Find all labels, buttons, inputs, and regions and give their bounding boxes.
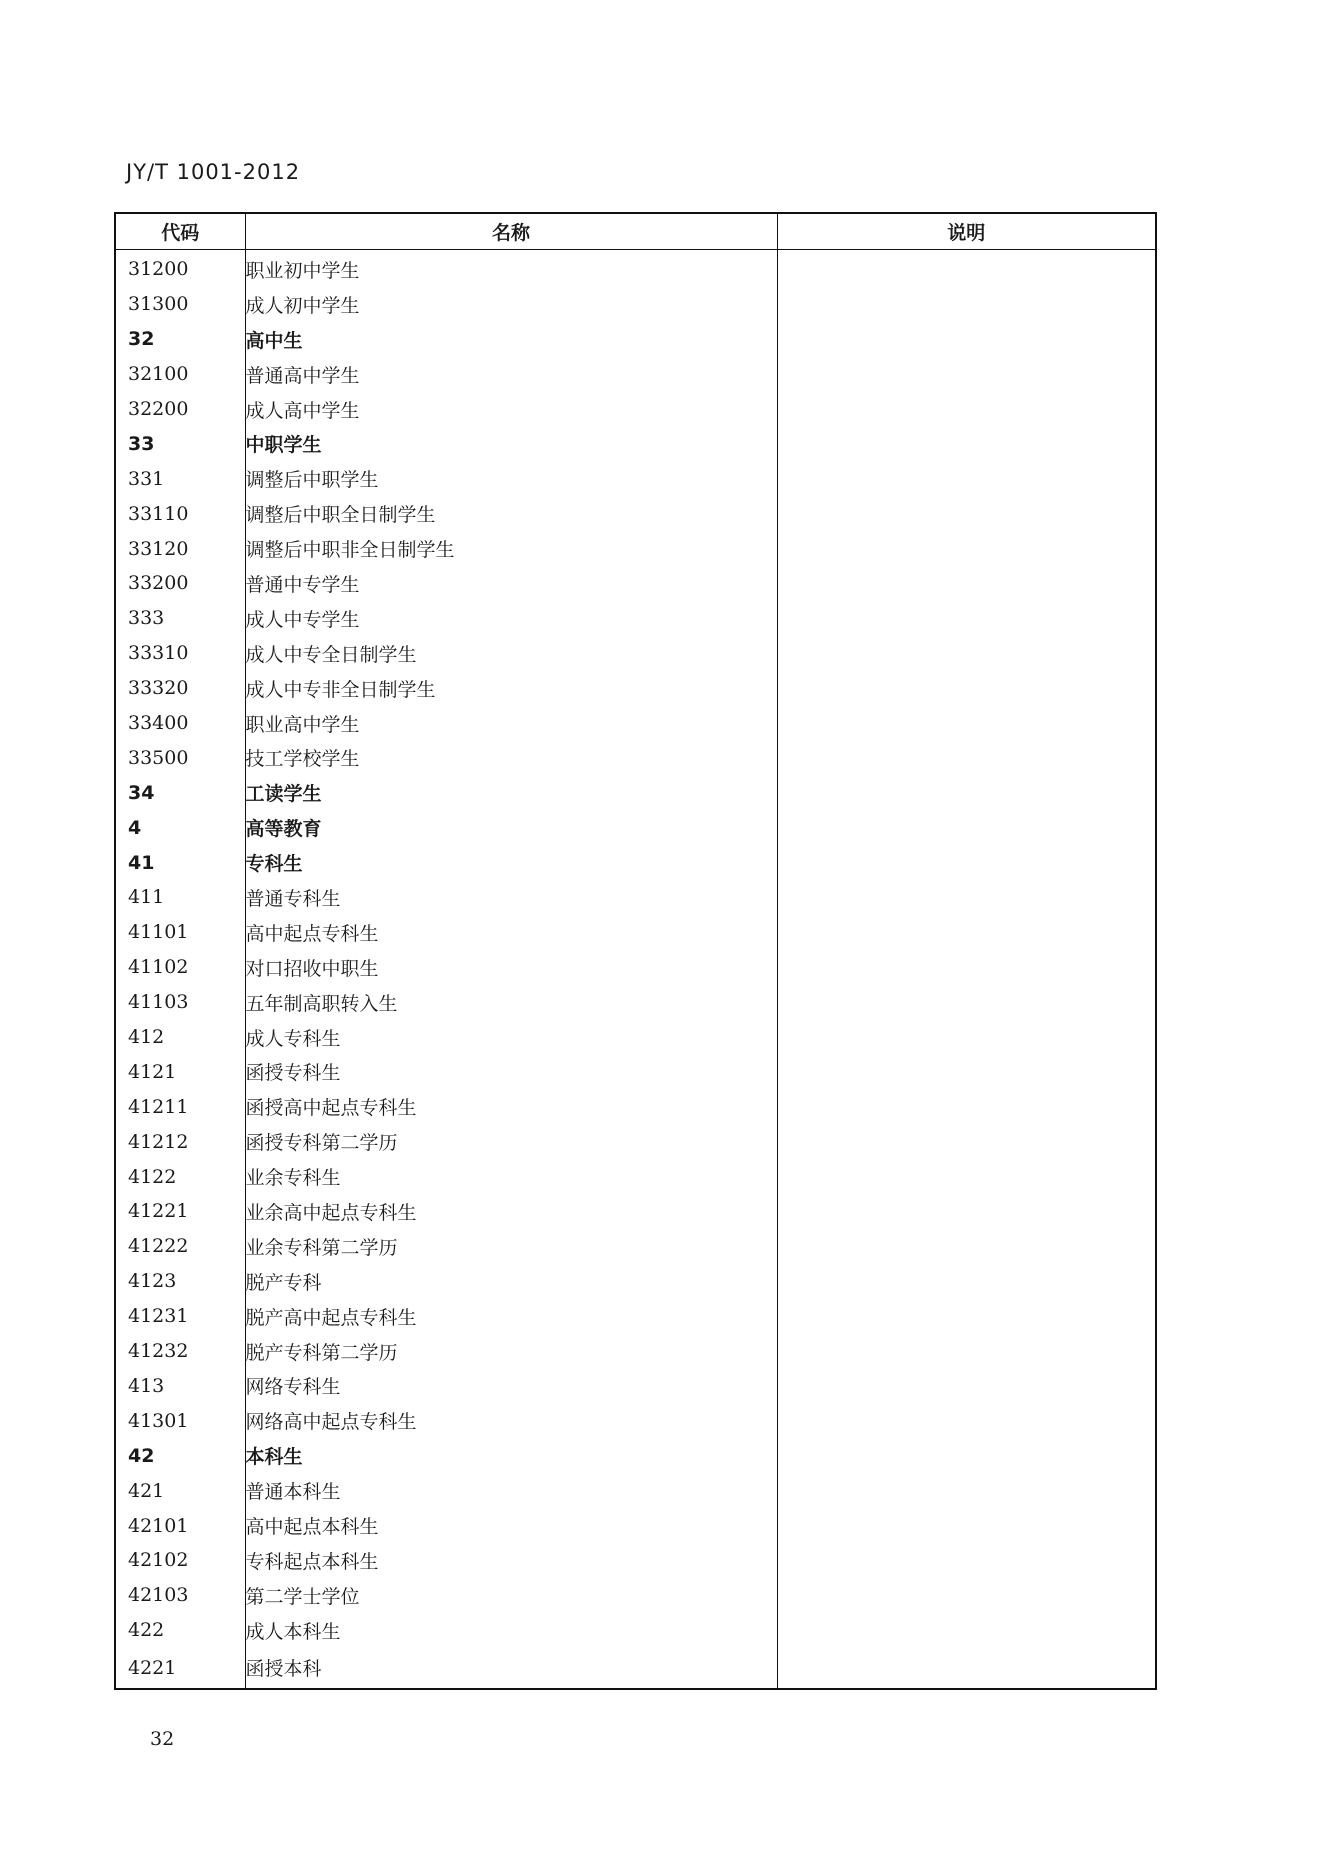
code-cell: 41101 [115,915,245,950]
note-cell [777,1438,1156,1473]
code-cell: 42102 [115,1543,245,1578]
name-cell: 专科起点本科生 [245,1543,777,1578]
table-row [115,1159,1156,1194]
name-cell: 专科生 [245,845,777,880]
table-row [115,706,1156,741]
name-cell: 函授专科第二学历 [245,1124,777,1159]
note-cell [777,601,1156,636]
table-row [115,1020,1156,1055]
code-cell: 33310 [115,636,245,671]
table-row [115,531,1156,566]
note-cell [777,1299,1156,1334]
note-cell [777,636,1156,671]
code-cell: 41103 [115,985,245,1020]
code-cell: 4221 [115,1648,245,1689]
code-cell: 41231 [115,1299,245,1334]
note-cell [777,322,1156,357]
name-cell: 普通专科生 [245,880,777,915]
table-row [115,636,1156,671]
note-cell [777,880,1156,915]
name-cell: 第二学士学位 [245,1578,777,1613]
code-cell: 41221 [115,1194,245,1229]
name-cell: 职业初中学生 [245,250,777,287]
note-cell [777,775,1156,810]
table-row [115,775,1156,810]
table-row [115,915,1156,950]
code-cell: 41232 [115,1334,245,1369]
code-cell: 41301 [115,1403,245,1438]
page-number: 32 [150,1728,175,1750]
code-cell: 33120 [115,531,245,566]
name-cell: 成人初中学生 [245,287,777,322]
name-cell: 业余专科第二学历 [245,1229,777,1264]
table-row [115,1124,1156,1159]
code-cell: 33320 [115,671,245,706]
name-cell: 本科生 [245,1438,777,1473]
table-row [115,426,1156,461]
code-cell: 41222 [115,1229,245,1264]
note-cell [777,915,1156,950]
note-cell [777,1020,1156,1055]
note-cell [777,845,1156,880]
name-cell: 高中起点本科生 [245,1508,777,1543]
table-row [115,287,1156,322]
note-cell [777,1473,1156,1508]
name-cell: 函授专科生 [245,1054,777,1089]
header-code: 代码 [115,213,245,250]
note-cell [777,1369,1156,1404]
note-cell [777,740,1156,775]
note-cell [777,426,1156,461]
table-row [115,1578,1156,1613]
table-row [115,1369,1156,1404]
table-row [115,880,1156,915]
table-row [115,1334,1156,1369]
note-cell [777,531,1156,566]
table-row [115,1543,1156,1578]
name-cell: 成人本科生 [245,1613,777,1648]
name-cell: 高中生 [245,322,777,357]
name-cell: 成人中专学生 [245,601,777,636]
note-cell [777,1229,1156,1264]
note-cell [777,287,1156,322]
name-cell: 五年制高职转入生 [245,985,777,1020]
note-cell [777,950,1156,985]
name-cell: 成人中专非全日制学生 [245,671,777,706]
note-cell [777,810,1156,845]
note-cell [777,1194,1156,1229]
table-row [115,1089,1156,1124]
code-cell: 331 [115,461,245,496]
name-cell: 网络专科生 [245,1369,777,1404]
name-cell: 工读学生 [245,775,777,810]
table-row [115,845,1156,880]
name-cell: 函授本科 [245,1648,777,1689]
header-name: 名称 [245,213,777,250]
code-cell: 33400 [115,706,245,741]
table-row [115,1438,1156,1473]
note-cell [777,250,1156,287]
table-row [115,671,1156,706]
name-cell: 调整后中职学生 [245,461,777,496]
table-row [115,1648,1156,1689]
code-cell: 411 [115,880,245,915]
table-row [115,322,1156,357]
name-cell: 成人高中学生 [245,392,777,427]
code-cell: 333 [115,601,245,636]
name-cell: 普通高中学生 [245,357,777,392]
code-cell: 42101 [115,1508,245,1543]
code-cell: 33500 [115,740,245,775]
table-row [115,1403,1156,1438]
code-cell: 4121 [115,1054,245,1089]
table-row [115,810,1156,845]
name-cell: 脱产高中起点专科生 [245,1299,777,1334]
note-cell [777,1159,1156,1194]
note-cell [777,1613,1156,1648]
code-cell: 412 [115,1020,245,1055]
name-cell: 成人中专全日制学生 [245,636,777,671]
table-row [115,985,1156,1020]
note-cell [777,392,1156,427]
name-cell: 成人专科生 [245,1020,777,1055]
code-cell: 41212 [115,1124,245,1159]
note-cell [777,461,1156,496]
code-cell: 33110 [115,496,245,531]
note-cell [777,1089,1156,1124]
table-row [115,1194,1156,1229]
name-cell: 脱产专科第二学历 [245,1334,777,1369]
name-cell: 普通中专学生 [245,566,777,601]
note-cell [777,1543,1156,1578]
table-body [115,250,1156,1689]
table-row [115,1473,1156,1508]
note-cell [777,566,1156,601]
table-row [115,461,1156,496]
note-cell [777,1508,1156,1543]
note-cell [777,1334,1156,1369]
code-cell: 4123 [115,1264,245,1299]
document-id: JY/T 1001-2012 [126,160,301,184]
code-cell: 33200 [115,566,245,601]
code-cell: 422 [115,1613,245,1648]
note-cell [777,985,1156,1020]
code-cell: 42 [115,1438,245,1473]
name-cell: 脱产专科 [245,1264,777,1299]
table-row [115,1264,1156,1299]
name-cell: 调整后中职全日制学生 [245,496,777,531]
code-cell: 421 [115,1473,245,1508]
table-row [115,601,1156,636]
code-cell: 42103 [115,1578,245,1613]
name-cell: 业余高中起点专科生 [245,1194,777,1229]
table-row [115,357,1156,392]
code-cell: 31200 [115,250,245,287]
name-cell: 普通本科生 [245,1473,777,1508]
table-row [115,496,1156,531]
code-cell: 413 [115,1369,245,1404]
note-cell [777,671,1156,706]
table-row [115,1229,1156,1264]
name-cell: 对口招收中职生 [245,950,777,985]
table-row [115,1054,1156,1089]
note-cell [777,357,1156,392]
header-note: 说明 [777,213,1156,250]
table-row [115,392,1156,427]
code-cell: 34 [115,775,245,810]
code-cell: 32100 [115,357,245,392]
name-cell: 调整后中职非全日制学生 [245,531,777,566]
table-header-row [115,213,1156,250]
table-row [115,950,1156,985]
note-cell [777,1648,1156,1689]
name-cell: 业余专科生 [245,1159,777,1194]
table-row [115,566,1156,601]
code-cell: 4 [115,810,245,845]
name-cell: 高等教育 [245,810,777,845]
name-cell: 函授高中起点专科生 [245,1089,777,1124]
table-row [115,740,1156,775]
code-cell: 32200 [115,392,245,427]
name-cell: 高中起点专科生 [245,915,777,950]
note-cell [777,1578,1156,1613]
table-row [115,1613,1156,1648]
note-cell [777,706,1156,741]
code-cell: 31300 [115,287,245,322]
note-cell [777,1054,1156,1089]
name-cell: 网络高中起点专科生 [245,1403,777,1438]
table-row [115,1508,1156,1543]
name-cell: 职业高中学生 [245,706,777,741]
classification-code-table [114,212,1157,1690]
note-cell [777,1403,1156,1438]
note-cell [777,1124,1156,1159]
note-cell [777,496,1156,531]
name-cell: 技工学校学生 [245,740,777,775]
code-cell: 32 [115,322,245,357]
table-row [115,250,1156,287]
code-cell: 33 [115,426,245,461]
note-cell [777,1264,1156,1299]
code-cell: 41 [115,845,245,880]
code-cell: 4122 [115,1159,245,1194]
code-cell: 41211 [115,1089,245,1124]
name-cell: 中职学生 [245,426,777,461]
code-cell: 41102 [115,950,245,985]
table-row [115,1299,1156,1334]
